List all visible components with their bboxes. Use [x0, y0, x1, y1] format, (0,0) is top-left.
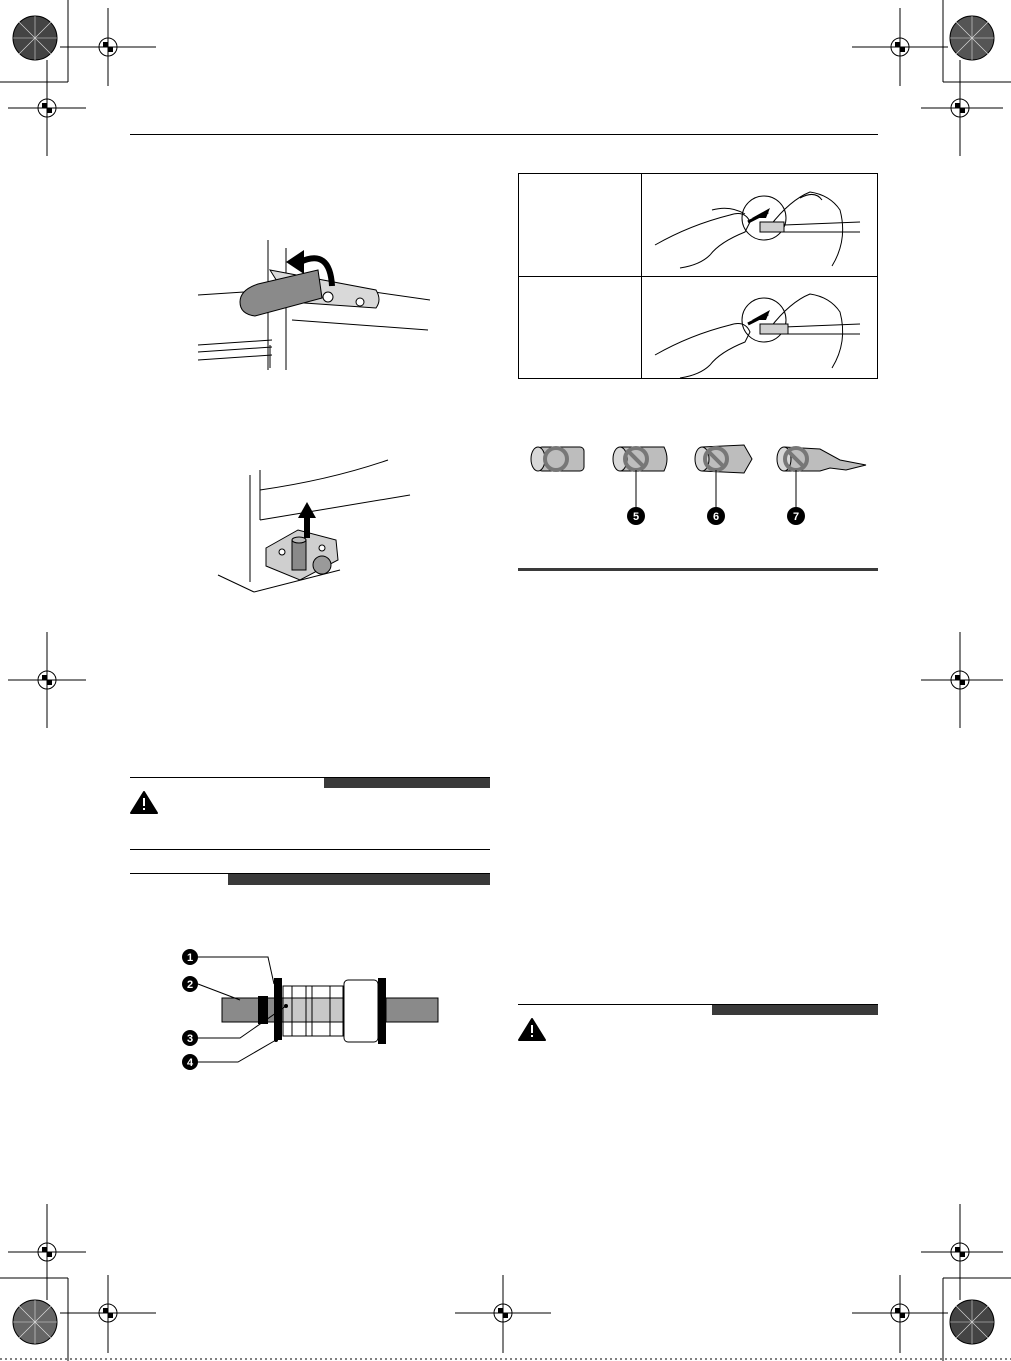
- callout-7: 7: [792, 511, 800, 523]
- callout-1: 1: [186, 952, 194, 964]
- callout-5: 5: [632, 511, 640, 523]
- callout-3: 3: [186, 1033, 194, 1045]
- callout-4: 4: [186, 1057, 194, 1069]
- callout-2: 2: [186, 979, 194, 991]
- callout-6: 6: [712, 511, 720, 523]
